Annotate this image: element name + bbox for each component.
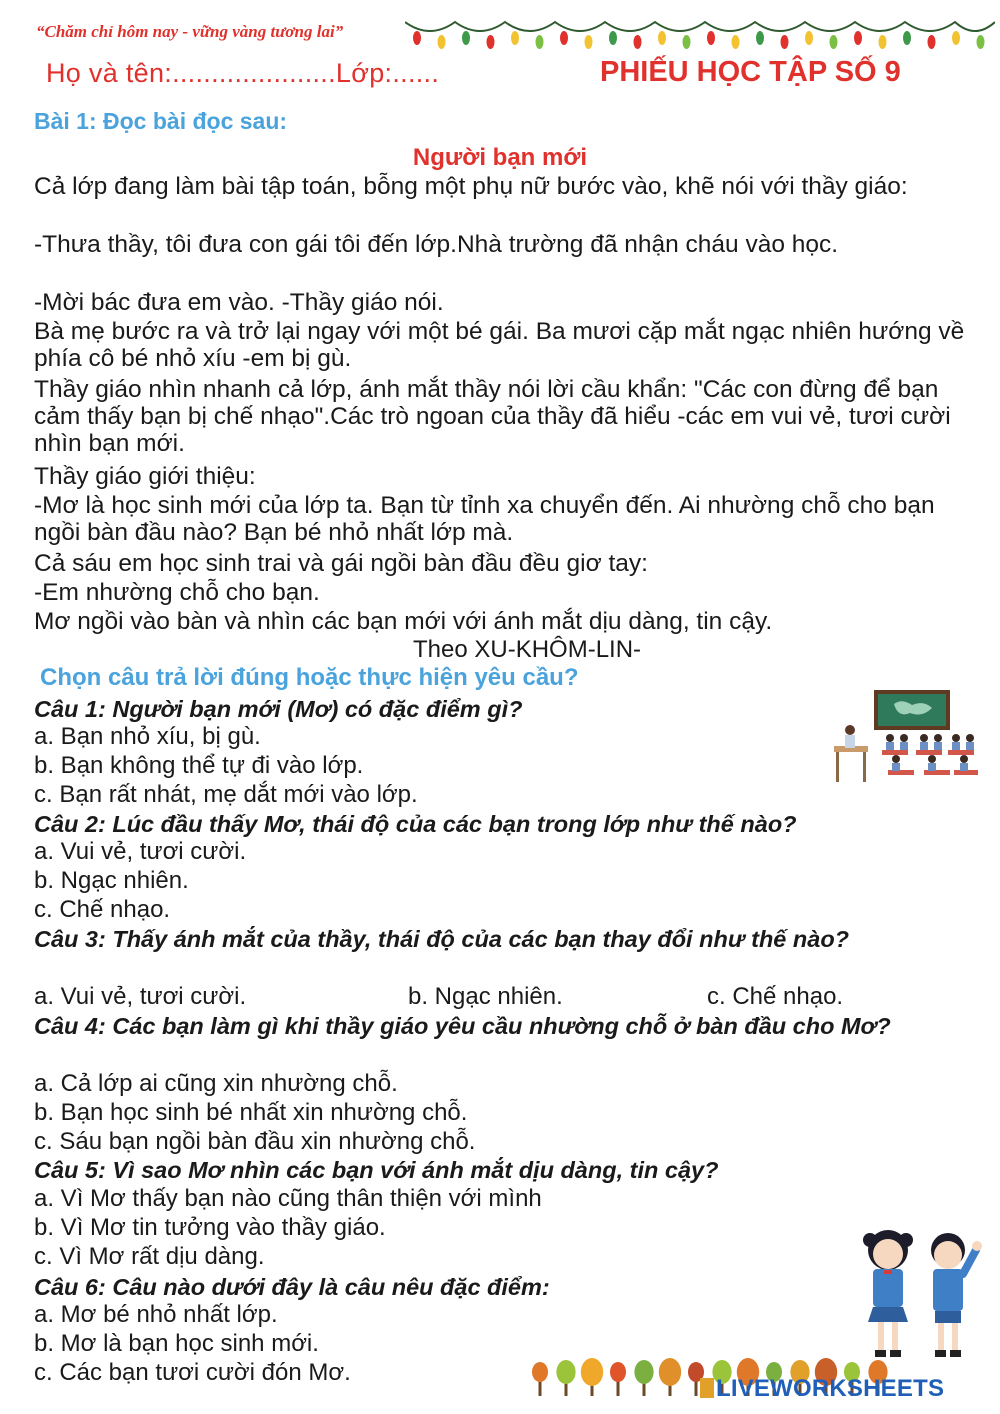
story-paragraph: -Mơ là học sinh mới của lớp ta. Bạn từ tỉnh xa chuyển đến. Ai nhường chỗ cho bạn ngồi bàn đầu nào? Bạn bé nhỏ nhất lớp mà. (34, 492, 935, 546)
tree-trunk (617, 1380, 620, 1396)
light-bulb (658, 31, 666, 45)
q6-option-a[interactable]: a. Mơ bé nhỏ nhất lớp. (34, 1301, 278, 1328)
q4-option-c[interactable]: c. Sáu bạn ngồi bàn đầu xin nhường chỗ. (34, 1128, 476, 1155)
story-paragraph: Cả lớp đang làm bài tập toán, bỗng một phụ nữ bước vào, khẽ nói với thầy giáo: (34, 173, 908, 200)
tree-trunk (695, 1380, 698, 1396)
q3-option-b[interactable]: b. Ngạc nhiên. (408, 983, 563, 1010)
question-3: Câu 3: Thấy ánh mắt của thầy, thái độ của các bạn thay đổi như thế nào? (34, 926, 850, 952)
q2-option-c[interactable]: c. Chế nhạo. (34, 896, 171, 923)
question-2: Câu 2: Lúc đầu thấy Mơ, thái độ của các bạn trong lớp như thế nào? (34, 811, 797, 837)
story-paragraph: -Em nhường chỗ cho bạn. (34, 579, 320, 606)
tree-crown (634, 1360, 653, 1384)
tree-trunk (539, 1380, 542, 1396)
light-bulb (511, 31, 519, 45)
question-5: Câu 5: Vì sao Mơ nhìn các bạn với ánh mắt dịu dàng, tin cậy? (34, 1157, 719, 1183)
light-bulb (707, 31, 715, 45)
light-bulb (462, 31, 470, 45)
q6-option-b[interactable]: b. Mơ là bạn học sinh mới. (34, 1330, 319, 1357)
story-paragraph: -Thưa thầy, tôi đưa con gái tôi đến lớp.Nhà trường đã nhận cháu vào học. (34, 231, 839, 258)
story-title: Người bạn mới (412, 144, 588, 171)
q1-option-c[interactable]: c. Bạn rất nhát, mẹ dắt mới vào lớp. (34, 781, 418, 808)
tree-crown (532, 1362, 548, 1382)
light-bulb (634, 35, 642, 49)
story-paragraph: -Mời bác đưa em vào. -Thầy giáo nói. (34, 289, 444, 316)
motto: “Chăm chỉ hôm nay - vững vàng tương lai” (36, 22, 344, 41)
instruction: Chọn câu trả lời đúng hoặc thực hiện yêu cầu? (40, 664, 579, 691)
question-6: Câu 6: Câu nào dưới đây là câu nêu đặc điểm: (34, 1274, 550, 1300)
tree-crown (659, 1358, 681, 1386)
light-bulb (854, 31, 862, 45)
light-bulb (438, 35, 446, 49)
q2-option-b[interactable]: b. Ngạc nhiên. (34, 867, 189, 894)
light-bulb (952, 31, 960, 45)
light-bulb (781, 35, 789, 49)
q5-option-a[interactable]: a. Vì Mơ thấy bạn nào cũng thân thiện với mình (34, 1185, 542, 1212)
q3-option-c[interactable]: c. Chế nhạo. (707, 983, 844, 1010)
q3-option-a[interactable]: a. Vui vẻ, tươi cười. (34, 983, 247, 1010)
q2-option-a[interactable]: a. Vui vẻ, tươi cười. (34, 838, 247, 865)
light-bulb (560, 31, 568, 45)
light-bulb (756, 31, 764, 45)
worksheet-title: PHIẾU HỌC TẬP SỐ 9 (600, 56, 901, 88)
light-bulb (609, 31, 617, 45)
tree-crown (556, 1360, 575, 1384)
light-bulb (928, 35, 936, 49)
light-bulb (977, 35, 985, 49)
tree-crown (581, 1358, 603, 1386)
exercise-heading: Bài 1: Đọc bài đọc sau: (34, 108, 288, 134)
question-1: Câu 1: Người bạn mới (Mơ) có đặc điểm gì? (34, 696, 523, 722)
story-paragraph: Mơ ngồi vào bàn và nhìn các bạn mới với ánh mắt dịu dàng, tin cậy. (34, 608, 773, 635)
story-source: Theo XU-KHÔM-LIN- (413, 636, 642, 663)
light-bulb (805, 31, 813, 45)
liveworksheets-logo (700, 1375, 944, 1403)
question-4: Câu 4: Các bạn làm gì khi thầy giáo yêu cầu nhường chỗ ở bàn đầu cho Mơ? (34, 1013, 891, 1039)
q5-option-c[interactable]: c. Vì Mơ rất dịu dàng. (34, 1243, 265, 1270)
light-bulb (487, 35, 495, 49)
light-bulb (903, 31, 911, 45)
story-paragraph: Thầy giáo giới thiệu: (34, 463, 256, 490)
q4-option-b[interactable]: b. Bạn học sinh bé nhất xin nhường chỗ. (34, 1099, 468, 1126)
light-bulb (879, 35, 887, 49)
name-class-line[interactable]: Họ và tên:.....................Lớp:...... (46, 58, 440, 88)
light-bulb (585, 35, 593, 49)
tree-crown (610, 1362, 626, 1382)
q4-option-a[interactable]: a. Cả lớp ai cũng xin nhường chỗ. (34, 1070, 398, 1097)
q5-option-b[interactable]: b. Vì Mơ tin tưởng vào thầy giáo. (34, 1214, 386, 1241)
logo-text: LIVEWORKSHEETS (716, 1375, 945, 1402)
story-paragraph: Cả sáu em học sinh trai và gái ngồi bàn đầu đều giơ tay: (34, 550, 648, 577)
light-bulb (732, 35, 740, 49)
q1-option-b[interactable]: b. Bạn không thể tự đi vào lớp. (34, 752, 364, 779)
light-bulb (413, 31, 421, 45)
story-paragraph: Thầy giáo nhìn nhanh cả lớp, ánh mắt thầy nói lời cầu khẩn: "Các con đừng để bạn cảm thấy bạn bị chế nhạo".Các trò ngoan của thầy đã hiểu -các em vui vẻ, tươi cười nhìn bạn mới. (34, 376, 951, 457)
story-paragraph: Bà mẹ bước ra và trở lại ngay với một bé gái. Ba mươi cặp mắt ngạc nhiên hướng về phía cô bé nhỏ xíu -em bị gù. (34, 318, 965, 372)
q6-option-c[interactable]: c. Các bạn tươi cười đón Mơ. (34, 1359, 351, 1386)
q1-option-a[interactable]: a. Bạn nhỏ xíu, bị gù. (34, 723, 261, 750)
light-bulb (536, 35, 544, 49)
logo-badge-icon (700, 1378, 714, 1398)
light-bulb (683, 35, 691, 49)
string-lights-decoration (405, 8, 995, 58)
light-bulb (830, 35, 838, 49)
